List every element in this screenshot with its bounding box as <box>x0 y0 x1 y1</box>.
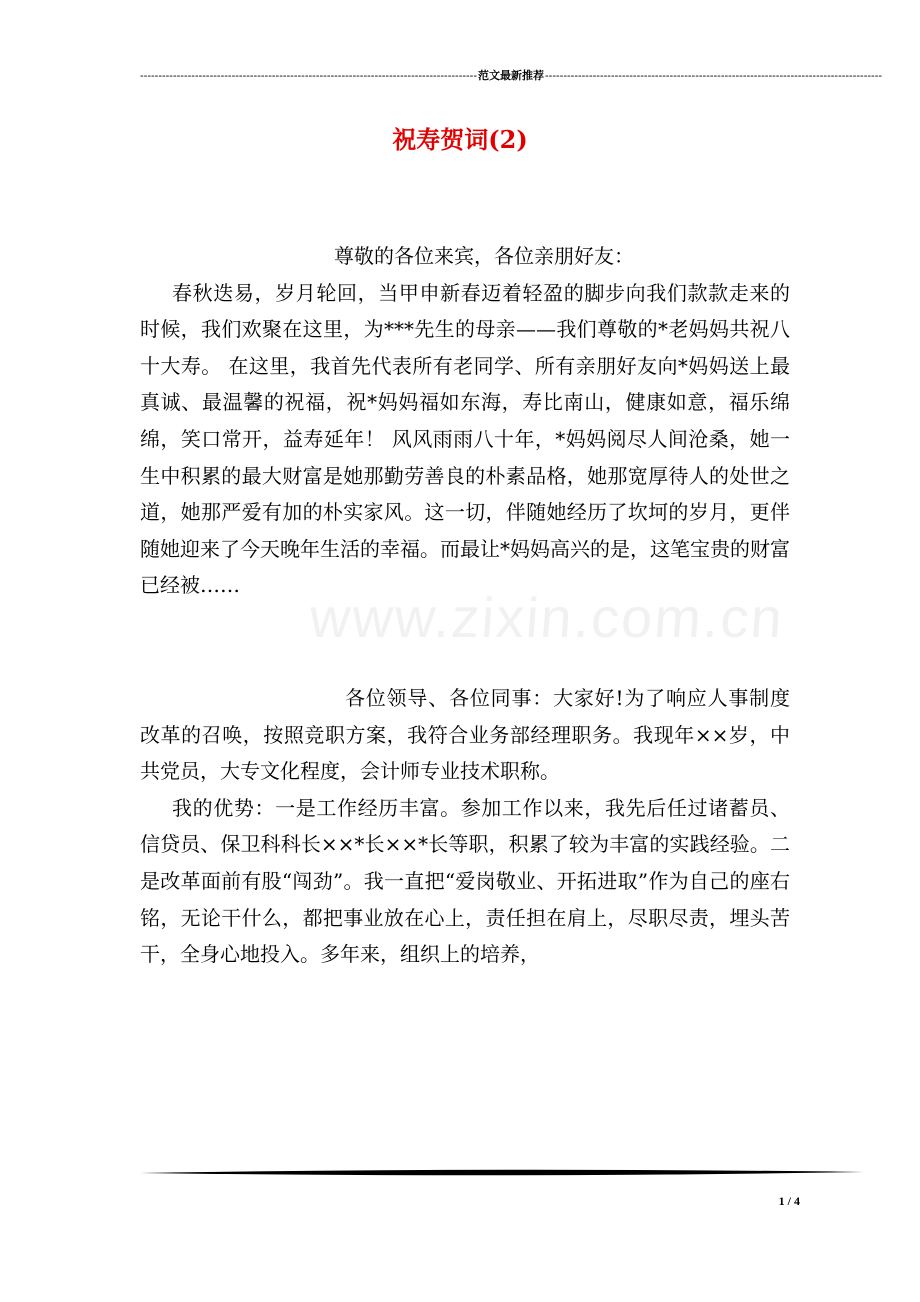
footer-rule <box>140 1168 864 1178</box>
paragraph-advantages: 我的优势：一是工作经历丰富。参加工作以来，我先后任过诸蓄员、信贷员、保卫科科长××*长××*长等职，积累了较为丰富的实践经验。二是改革面前有股“闯劲”。我一直把“爱岗敬业、开拓进取”作为自己的座右铭，无论干什么，都把事业放在心上，责任担在肩上，尽职尽责，埋头苦干，全身心地投入。多年来，组织上的培养， <box>140 795 790 967</box>
header-label: 范文最新推荐 <box>478 70 545 82</box>
header-dashes-left: -------------------------------------------------------------------------------------------- <box>140 70 478 82</box>
header-dashes-right: -------------------------------------------------------------------------------------------- <box>545 70 883 82</box>
page-number: 1 / 4 <box>778 1194 800 1208</box>
paragraph-greeting: 尊敬的各位来宾，各位亲朋好友： <box>334 244 634 268</box>
document-body <box>140 238 790 973</box>
header-rule <box>140 66 883 86</box>
watermark: www.zixin.com.cn <box>307 586 787 649</box>
paragraph-competition-intro: 各位领导、各位同事：大家好!为了响应人事制度改革的召唤，按照竞职方案，我符合业务部经理职务。我现年××岁，中共党员，大专文化程度，会计师专业技术职称。 <box>140 685 790 784</box>
paragraph-birthday-speech: 春秋迭易，岁月轮回，当甲申新春迈着轻盈的脚步向我们款款走来的时候，我们欢聚在这里，为***先生的母亲——我们尊敬的*老妈妈共祝八十大寿。 在这里，我首先代表所有老同学、所有亲朋好友向*妈妈送上最真诚、最温馨的祝福，祝*妈妈福如东海，寿比南山，健康如意，福乐绵绵，笑口常开，益寿延年！ 风风雨雨八十年，*妈妈阅尽人间沧桑，她一生中积累的最大财富是她那勤劳善良的朴素品格，她那宽厚待人的处世之道，她那严爱有加的朴实家风。这一切，伴随她经历了坎坷的岁月，更伴随她迎来了今天晚年生活的幸福。而最让*妈妈高兴的是，这笔宝贵的财富已经被…… <box>140 280 790 598</box>
paragraph-gap <box>140 604 790 680</box>
document-title: 祝寿贺词(2) <box>392 125 528 154</box>
